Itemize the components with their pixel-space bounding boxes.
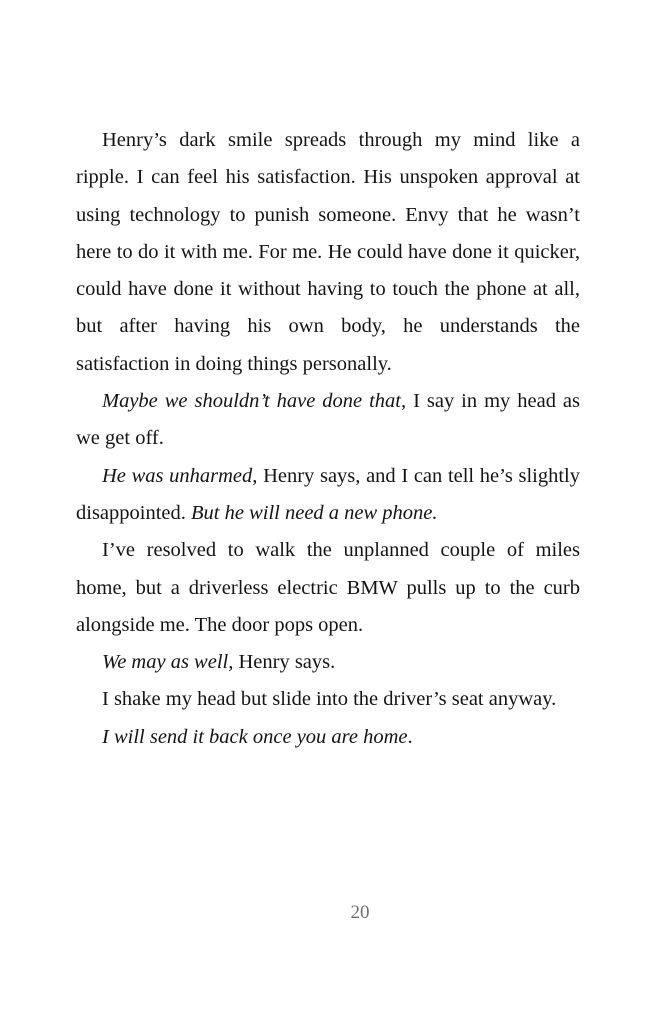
italic-text-segment: We may as well, — [102, 651, 234, 674]
paragraph — [76, 719, 580, 756]
italic-text-segment: He was unharmed — [102, 464, 253, 487]
paragraph — [76, 532, 580, 644]
paragraph — [76, 122, 580, 383]
paragraph — [76, 458, 580, 533]
paragraph — [76, 383, 580, 458]
text-segment: I say in my head as we get off. — [76, 390, 580, 450]
text-segment: I’ve resolved to walk the unplanned couple of miles home, but a driverless electric BMW pulls up to the curb alongside me. The door pops open. — [76, 539, 580, 636]
text-segment: , Henry says, and I can tell he’s slightly disappointed. — [76, 464, 580, 524]
text-segment: Henry says. — [233, 651, 336, 674]
text-segment: I shake my head but slide into the driver’s seat anyway. — [102, 688, 557, 711]
italic-text-segment: I will send it back once you are home — [102, 725, 408, 748]
text-segment: . — [407, 725, 413, 748]
body-text — [76, 122, 580, 756]
italic-text-segment: Maybe we shouldn’t have done that, — [102, 390, 407, 413]
paragraph — [76, 644, 580, 681]
page-number: 20 — [350, 902, 370, 923]
italic-text-segment: But he will need a new phone. — [191, 501, 438, 524]
text-segment: Henry’s dark smile spreads through my mind like a ripple. I can feel his satisfaction. His unspoken approval at using technology to punish someone. Envy that he wasn’t here to do it with me. For me. He could have done it quicker, could have done it without having to touch the phone at all, but after having his own body, he understands the satisfaction in doing things personally. — [76, 129, 580, 375]
paragraph — [76, 681, 580, 718]
